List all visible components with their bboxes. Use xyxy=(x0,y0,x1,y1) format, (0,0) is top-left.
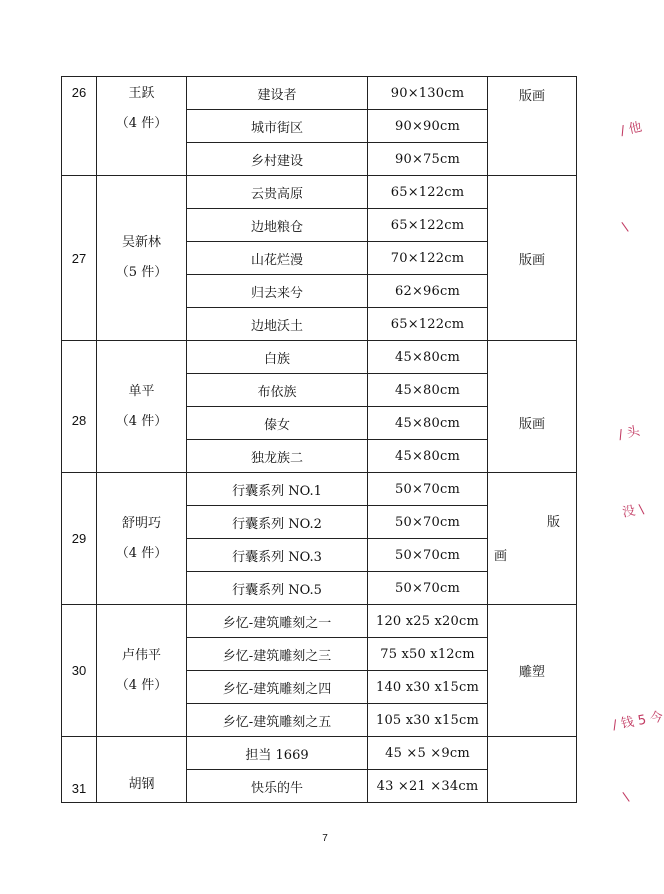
margin-mark: \ xyxy=(620,219,630,236)
category xyxy=(488,473,577,605)
artist-cell xyxy=(97,176,187,341)
work-size: 62×96cm xyxy=(368,275,488,308)
margin-mark: / 钱 5 今 xyxy=(611,709,664,734)
artist-name: 吴新林 xyxy=(121,235,161,250)
work-size: 50×70cm xyxy=(368,539,488,572)
work-title: 城市街区 xyxy=(187,110,368,143)
work-size: 70×122cm xyxy=(368,242,488,275)
table-row xyxy=(62,341,577,374)
artist-cell xyxy=(97,605,187,737)
artist-name: 胡钢 xyxy=(128,777,155,792)
entry-number: 27 xyxy=(62,176,97,341)
work-title: 行囊系列 NO.3 xyxy=(187,539,368,572)
artist-name: 王跃 xyxy=(128,86,155,101)
work-size: 45×80cm xyxy=(368,374,488,407)
artist-name: 卢伟平 xyxy=(121,647,161,663)
work-size: 140 x30 x15cm xyxy=(368,671,488,704)
work-title: 乡忆-建筑雕刻之四 xyxy=(187,671,368,704)
margin-mark: / 头 xyxy=(617,423,642,444)
entry-number: 29 xyxy=(62,473,97,605)
work-title: 独龙族二 xyxy=(187,440,368,473)
work-count: （5 件） xyxy=(115,265,168,280)
work-count: （4 件） xyxy=(115,413,168,429)
category: 版画 xyxy=(488,341,577,473)
work-size: 50×70cm xyxy=(368,473,488,506)
work-size: 90×75cm xyxy=(368,143,488,176)
artwork-table xyxy=(61,76,577,803)
category: 版画 xyxy=(488,77,577,176)
work-title: 行囊系列 NO.5 xyxy=(187,572,368,605)
work-size: 65×122cm xyxy=(368,176,488,209)
work-title: 乡忆-建筑雕刻之五 xyxy=(187,704,368,737)
entry-number: 30 xyxy=(62,605,97,737)
work-count: （4 件） xyxy=(115,116,168,131)
work-title: 快乐的牛 xyxy=(187,770,368,803)
work-title: 云贵高原 xyxy=(187,176,368,209)
work-size: 43 ×21 ×34cm xyxy=(368,770,488,803)
work-title: 乡忆-建筑雕刻之一 xyxy=(187,605,368,638)
artist-cell xyxy=(97,473,187,605)
category: 雕塑 xyxy=(488,605,577,737)
work-size: 45×80cm xyxy=(368,440,488,473)
entry-number: 28 xyxy=(62,341,97,473)
category: 版画 xyxy=(488,176,577,341)
category xyxy=(488,737,577,803)
work-size: 120 x25 x20cm xyxy=(368,605,488,638)
margin-mark: 没 \ xyxy=(621,502,646,521)
table-row xyxy=(62,176,577,209)
work-size: 90×90cm xyxy=(368,110,488,143)
artist-cell xyxy=(97,77,187,176)
margin-mark: \ xyxy=(621,789,631,806)
page-number: 7 xyxy=(322,833,328,844)
artist-name: 舒明巧 xyxy=(121,515,161,531)
table-row xyxy=(62,473,577,506)
work-size: 45×80cm xyxy=(368,407,488,440)
category-char-1: 版 xyxy=(546,515,560,530)
entry-number: 26 xyxy=(62,77,97,176)
work-title: 行囊系列 NO.1 xyxy=(187,473,368,506)
entry-number: 31 xyxy=(62,737,97,803)
table-row xyxy=(62,77,577,110)
work-title: 山花烂漫 xyxy=(187,242,368,275)
work-title: 担当 1669 xyxy=(187,737,368,770)
work-size: 105 x30 x15cm xyxy=(368,704,488,737)
table-row xyxy=(62,605,577,638)
artist-name: 单平 xyxy=(128,383,155,399)
table-row xyxy=(62,737,577,770)
work-size: 50×70cm xyxy=(368,572,488,605)
work-size: 65×122cm xyxy=(368,308,488,341)
work-size: 45×80cm xyxy=(368,341,488,374)
work-title: 白族 xyxy=(187,341,368,374)
artist-cell xyxy=(97,341,187,473)
work-size: 50×70cm xyxy=(368,506,488,539)
work-count: （4 件） xyxy=(115,545,168,561)
artist-cell xyxy=(97,737,187,803)
margin-mark: / 他 xyxy=(619,119,644,140)
work-title: 建设者 xyxy=(187,77,368,110)
work-title: 行囊系列 NO.2 xyxy=(187,506,368,539)
work-title: 归去来兮 xyxy=(187,275,368,308)
work-size: 90×130cm xyxy=(368,77,488,110)
work-title: 边地粮仓 xyxy=(187,209,368,242)
work-count: （4 件） xyxy=(115,677,168,693)
work-size: 65×122cm xyxy=(368,209,488,242)
work-title: 边地沃土 xyxy=(187,308,368,341)
work-title: 乡村建设 xyxy=(187,143,368,176)
work-size: 75 x50 x12cm xyxy=(368,638,488,671)
work-title: 乡忆-建筑雕刻之三 xyxy=(187,638,368,671)
work-size: 45 ×5 ×9cm xyxy=(368,737,488,770)
category-char-2: 画 xyxy=(494,549,508,564)
work-title: 傣女 xyxy=(187,407,368,440)
work-title: 布依族 xyxy=(187,374,368,407)
